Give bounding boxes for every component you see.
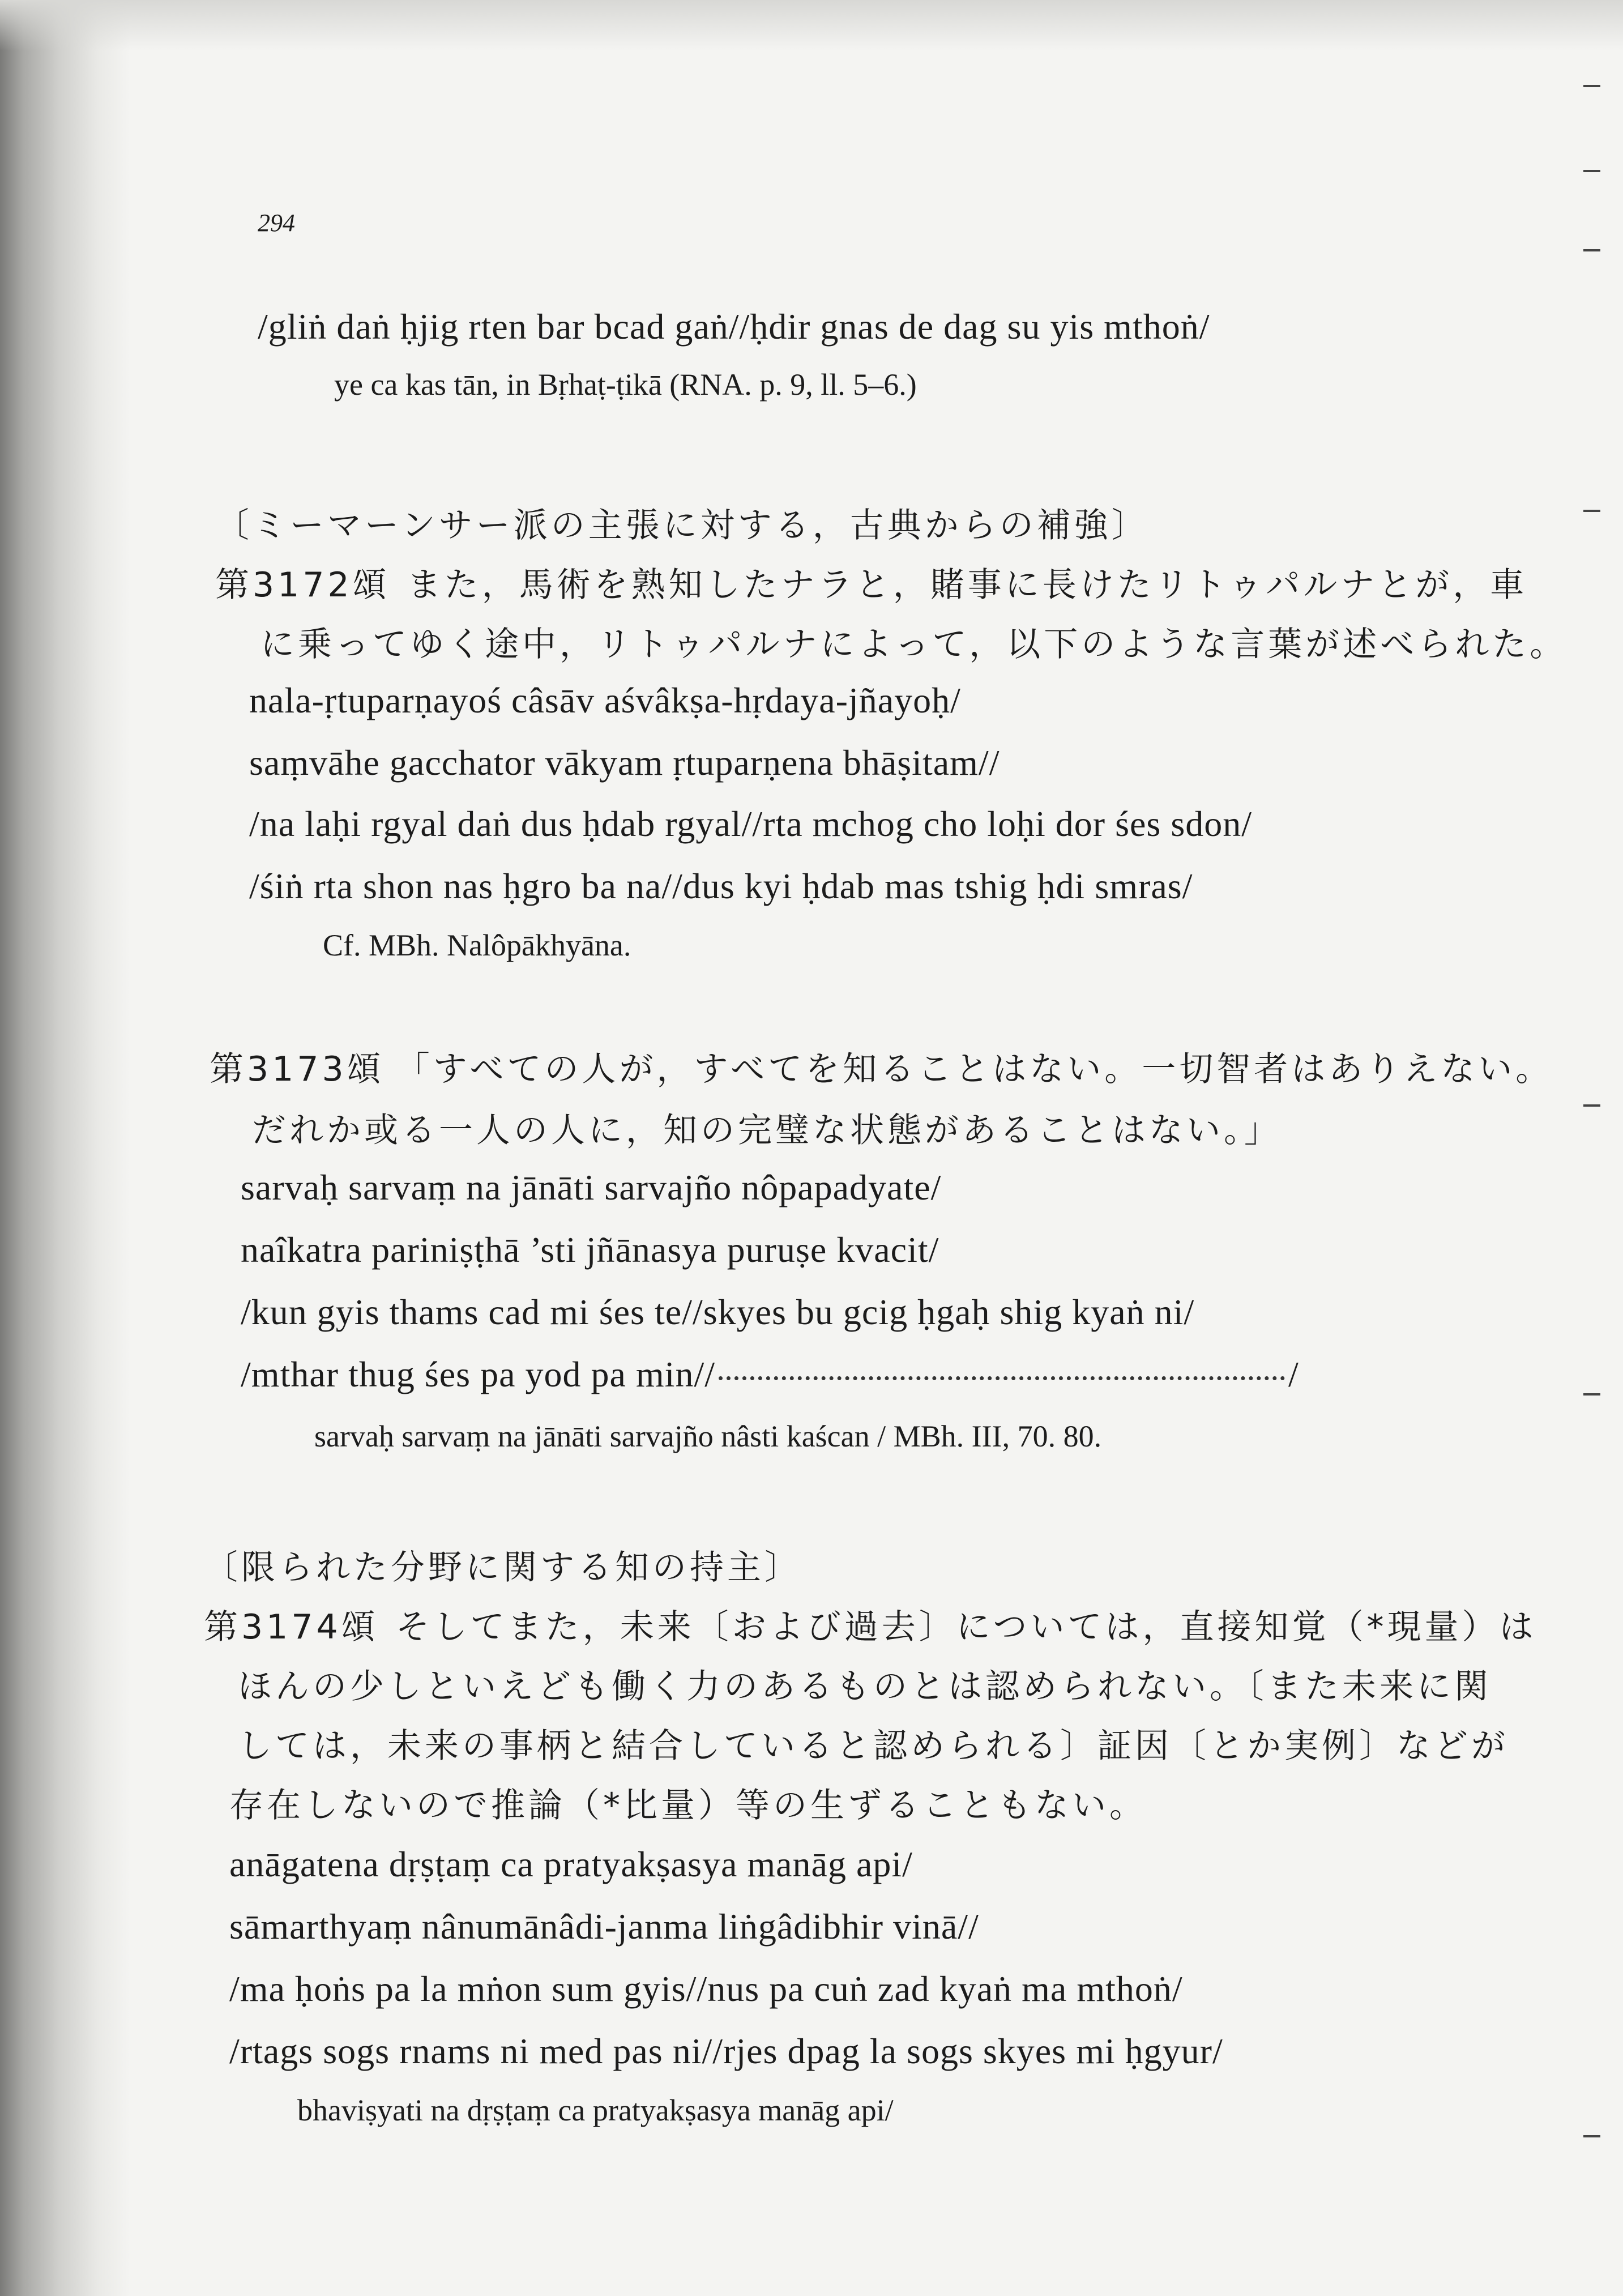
tibetan-end-mark: / [1288, 1354, 1299, 1394]
translation-line: 存在しないので推論（*比量）等の生ずることもない。 [229, 1786, 1147, 1825]
verse-translation-first-line [210, 1042, 1553, 1091]
page-number: 294 [258, 209, 295, 237]
tibetan-line: /kun gyis thams cad mi śes te//skyes bu gcig ḥgaḥ shig kyaṅ ni/ [241, 1292, 1195, 1332]
verse-number: 第3172頌 [215, 565, 390, 605]
translation-text: 「すべての人が，すべてを知ることはない。一切智者はありえない。 [395, 1049, 1553, 1089]
verse-translation-first-line [204, 1600, 1537, 1649]
section-heading: 〔限られた分野に関する知の持主〕 [204, 1548, 802, 1587]
sanskrit-line: anāgatena dṛṣṭaṃ ca pratyakṣasya manāg api/ [229, 1844, 913, 1884]
margin-tick [1583, 1393, 1600, 1395]
sanskrit-line: sarvaḥ sarvaṃ na jānāti sarvajño nôpapadyate/ [241, 1167, 942, 1207]
verse-translation-first-line [215, 558, 1527, 607]
scan-shadow-top [0, 0, 1623, 51]
sanskrit-line: naîkatra pariniṣṭhā ’sti jñānasya puruṣe kvacit/ [241, 1230, 939, 1270]
tibetan-text: /mthar thug śes pa yod pa min// [241, 1354, 715, 1394]
section-heading: 〔ミーマーンサー派の主張に対する，古典からの補強〕 [215, 506, 1149, 545]
margin-tick [1583, 1104, 1600, 1107]
translation-line: に乗ってゆく途中，リトゥパルナによって，以下のような言葉が述べられた。 [260, 625, 1568, 664]
margin-tick [1583, 85, 1600, 87]
translation-line: ほんの少しといえども働く力のあるものとは認められない。〔また未来に関 [238, 1667, 1492, 1706]
verse-number: 第3174頌 [204, 1607, 379, 1647]
reference-note: bhaviṣyati na dṛṣṭaṃ ca pratyakṣasya manāg api/ [297, 2093, 894, 2127]
margin-tick [1583, 170, 1600, 172]
source-citation: ye ca kas tān, in Bṛhaṭ-ṭikā (RNA. p. 9, ll. 5–6.) [334, 368, 917, 402]
translation-text: また，馬術を熟知したナラと，賭事に長けたリトゥパルナとが，車 [407, 565, 1528, 605]
translation-text: そしてまた，未来〔および過去〕については，直接知覚（*現量）は [395, 1607, 1537, 1647]
reference-note: sarvaḥ sarvaṃ na jānāti sarvajño nâsti kaścan / MBh. III, 70. 80. [314, 1419, 1102, 1453]
tibetan-line: /ma ḥoṅs pa la mṅon sum gyis//nus pa cuṅ zad kyaṅ ma mthoṅ/ [229, 1969, 1183, 2009]
translation-line: しては，未来の事柄と結合していると認められる〕証因〔とか実例〕などが [238, 1726, 1509, 1766]
tibetan-line: /na laḥi rgyal daṅ dus ḥdab rgyal//rta mchog cho loḥi dor śes sdon/ [249, 804, 1252, 844]
margin-tick [1583, 510, 1600, 512]
verse-number: 第3173頌 [210, 1049, 385, 1089]
lacuna-dotted-rule [719, 1376, 1285, 1380]
margin-tick [1583, 249, 1600, 251]
sanskrit-line: saṃvāhe gacchator vākyam ṛtuparṇena bhāṣitam// [249, 742, 1000, 783]
tibetan-line-with-lacuna [241, 1354, 1299, 1395]
translation-line: だれか或る一人の人に，知の完璧な状態があることはない。」 [252, 1111, 1282, 1150]
sanskrit-line: nala-ṛtuparṇayoś câsāv aśvâkṣa-hṛdaya-jñayoḥ/ [249, 680, 961, 720]
tibetan-line: /śiṅ rta shon nas ḥgro ba na//dus kyi ḥdab mas tshig ḥdi smras/ [249, 866, 1193, 906]
margin-tick [1583, 2135, 1600, 2137]
tibetan-line: /rtags sogs rnams ni med pas ni//rjes dpag la sogs skyes mi ḥgyur/ [229, 2031, 1223, 2071]
tibetan-verse-line: /gliṅ daṅ ḥjig rten bar bcad gaṅ//ḥdir gnas de dag su yis mthoṅ/ [258, 306, 1210, 347]
sanskrit-line: sāmarthyaṃ nânumānâdi-janma liṅgâdibhir vinā// [229, 1906, 979, 1947]
scan-shadow-left [0, 0, 130, 2296]
reference-note: Cf. MBh. Nalôpākhyāna. [323, 928, 631, 962]
